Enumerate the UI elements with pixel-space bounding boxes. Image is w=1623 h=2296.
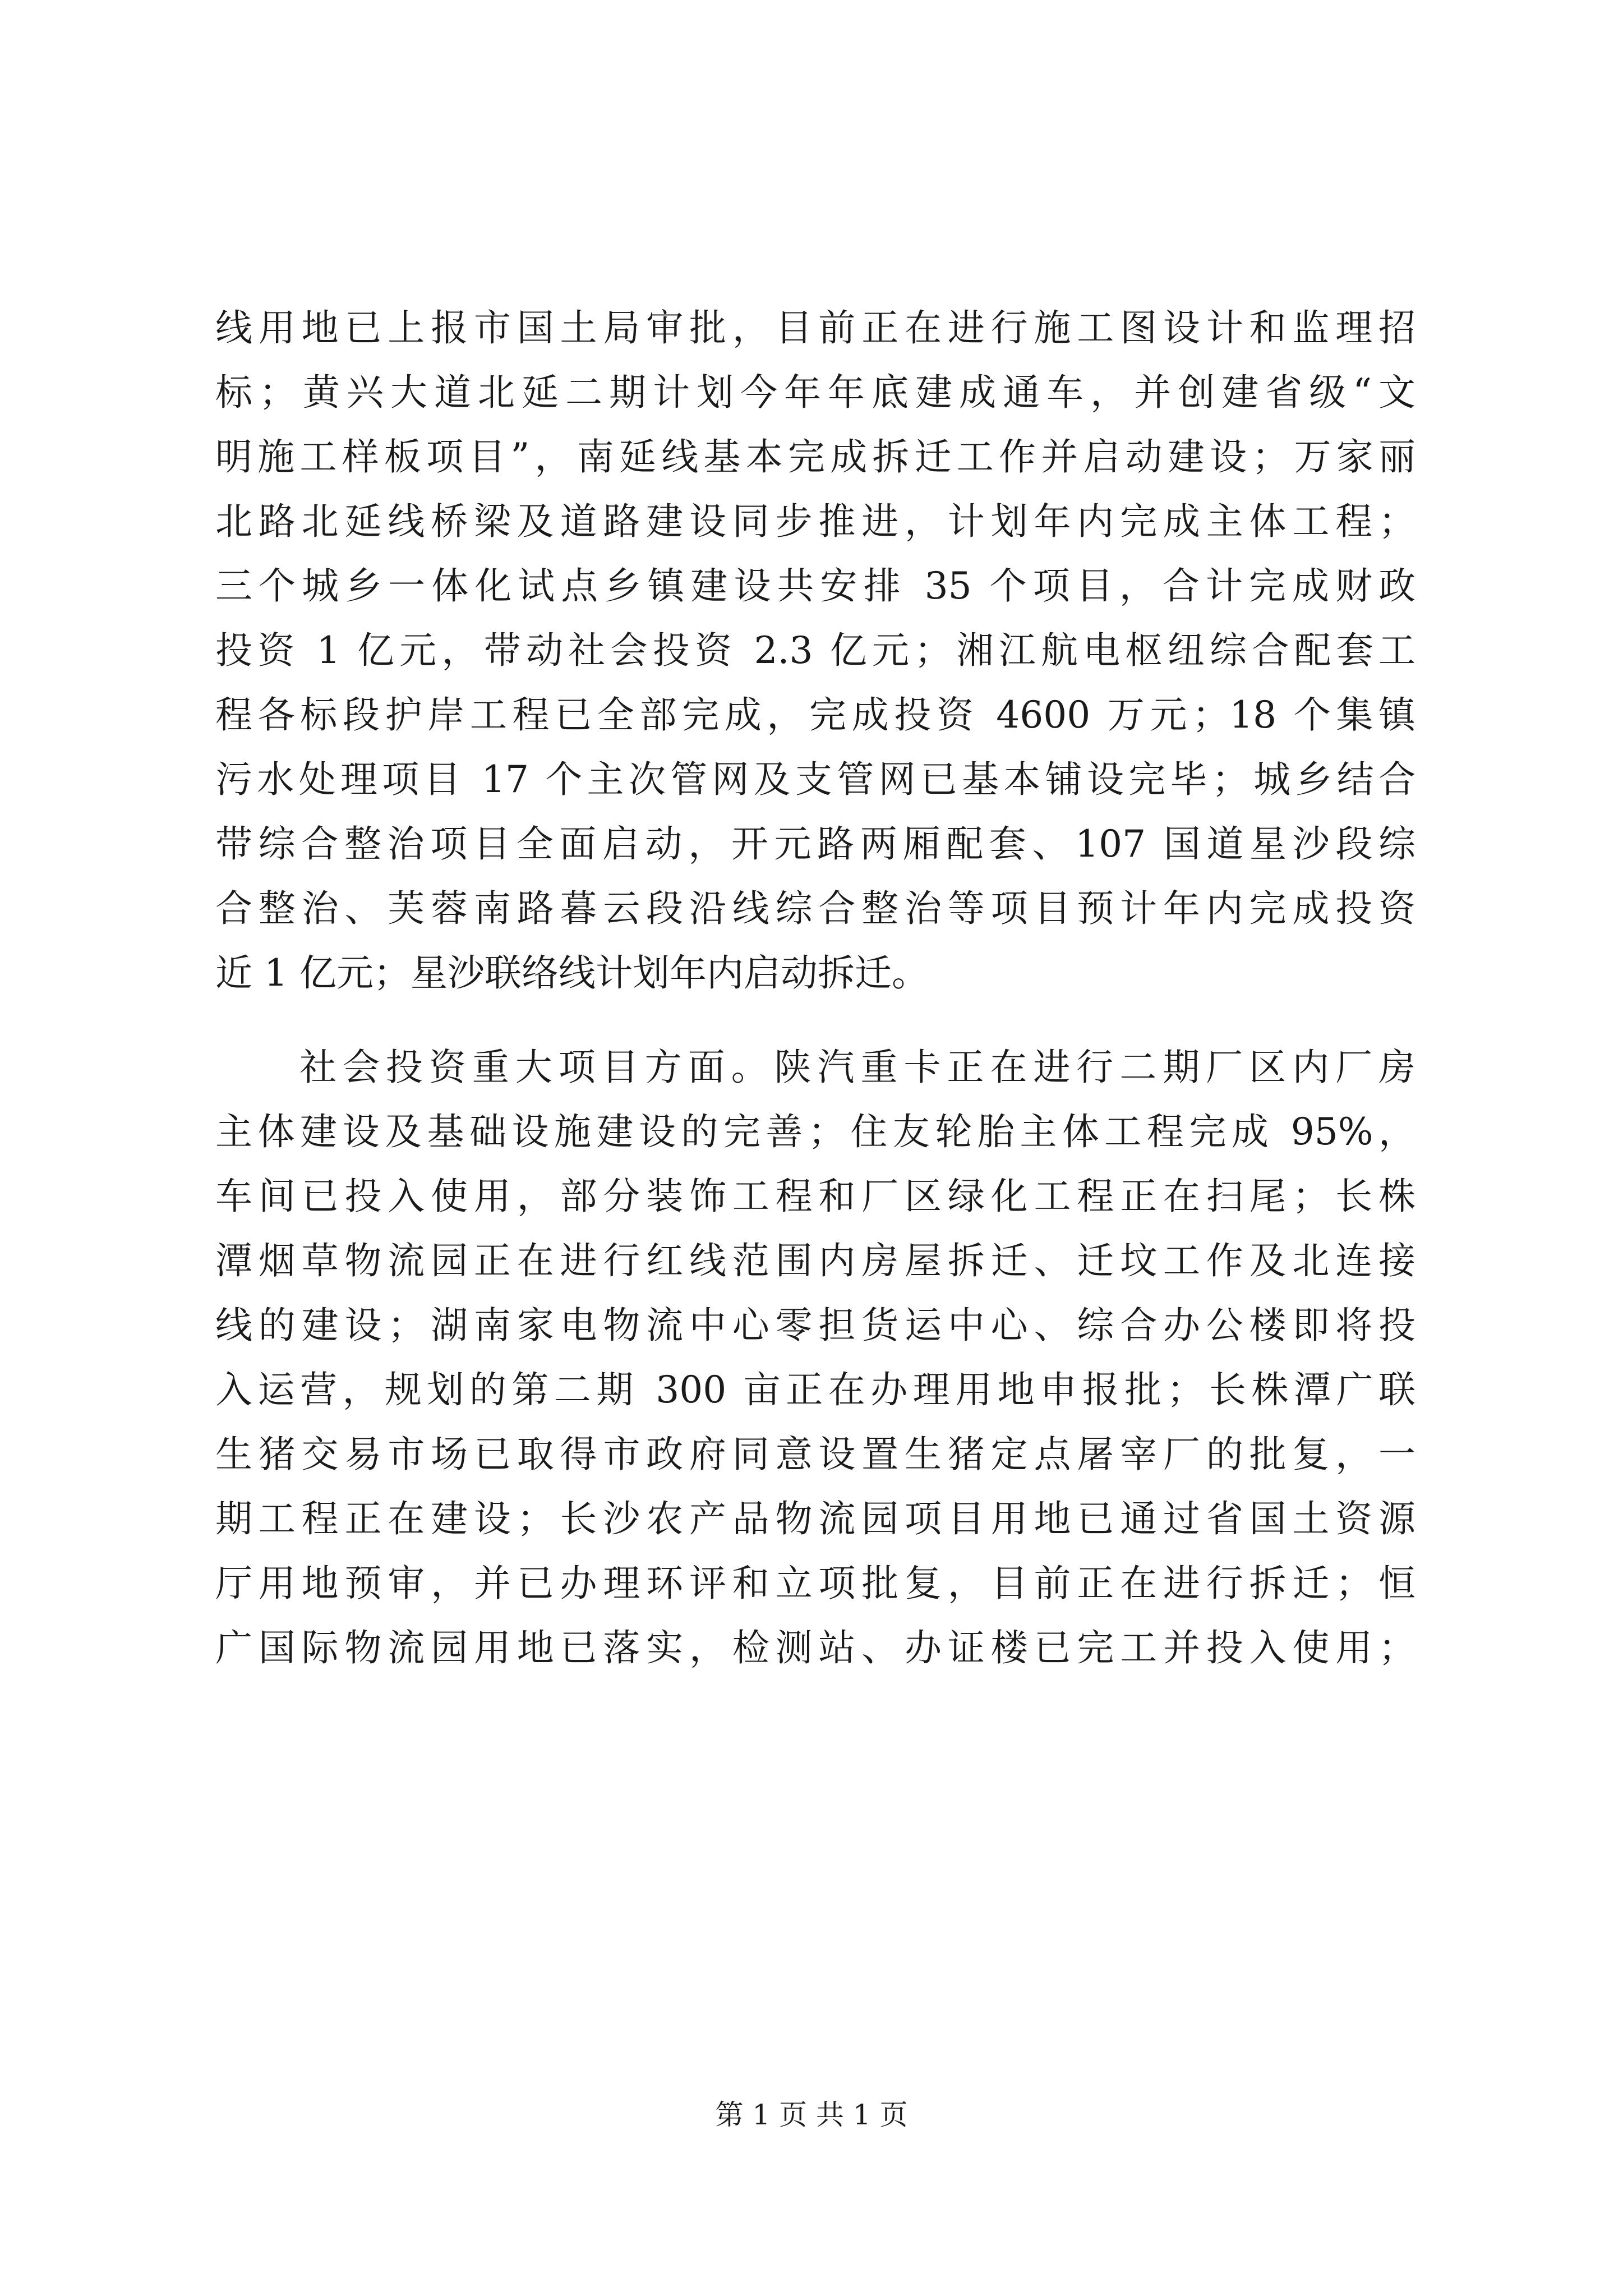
text-line: 线用地已上报市国土局审批，目前正在进行施工图设计和监理招 <box>215 306 1415 349</box>
text-line: 合整治、芙蓉南路暮云段沿线综合整治等项目预计年内完成投资 <box>215 887 1415 930</box>
text-line: 明施工样板项目”，南延线基本完成拆迁工作并启动建设；万家丽 <box>215 435 1415 478</box>
text-line: 投资 1 亿元，带动社会投资 2.3 亿元；湘江航电枢纽综合配套工 <box>215 629 1415 672</box>
text-line: 程各标段护岸工程已全部完成，完成投资 4600 万元；18 个集镇 <box>215 693 1415 737</box>
text-line: 污水处理项目 17 个主次管网及支管网已基本铺设完毕；城乡结合 <box>215 758 1415 801</box>
text-line: 期工程正在建设；长沙农产品物流园项目用地已通过省国土资源 <box>215 1497 1415 1540</box>
text-line: 北路北延线桥梁及道路建设同步推进，计划年内完成主体工程； <box>215 500 1415 543</box>
text-line: 入运营，规划的第二期 300 亩正在办理用地申报批；长株潭广联 <box>215 1368 1415 1411</box>
text-line: 标；黄兴大道北延二期计划今年年底建成通车，并创建省级“文 <box>215 371 1415 414</box>
text-line: 广国际物流园用地已落实，检测站、办证楼已完工并投入使用； <box>215 1626 1415 1669</box>
text-line: 生猪交易市场已取得市政府同意设置生猪定点屠宰厂的批复，一 <box>215 1433 1415 1476</box>
paragraph-first-line: 社会投资重大项目方面。陕汽重卡正在进行二期厂区内厂房 <box>299 1046 1415 1089</box>
text-line: 线的建设；湖南家电物流中心零担货运中心、综合办公楼即将投 <box>215 1304 1415 1347</box>
text-line: 近 1 亿元；星沙联络线计划年内启动拆迁。 <box>215 951 929 995</box>
text-line: 带综合整治项目全面启动，开元路两厢配套、107 国道星沙段综 <box>215 822 1415 866</box>
text-line: 三个城乡一体化试点乡镇建设共安排 35 个项目，合计完成财政 <box>215 564 1415 608</box>
text-line: 主体建设及基础设施建设的完善；住友轮胎主体工程完成 95%， <box>215 1110 1415 1153</box>
text-line: 厅用地预审，并已办理环评和立项批复，目前正在进行拆迁；恒 <box>215 1562 1415 1605</box>
text-line: 潭烟草物流园正在进行红线范围内房屋拆迁、迁坟工作及北连接 <box>215 1239 1415 1282</box>
text-line: 车间已投入使用，部分装饰工程和厂区绿化工程正在扫尾；长株 <box>215 1175 1415 1218</box>
page-footer: 第 1 页 共 1 页 <box>715 2099 908 2131</box>
